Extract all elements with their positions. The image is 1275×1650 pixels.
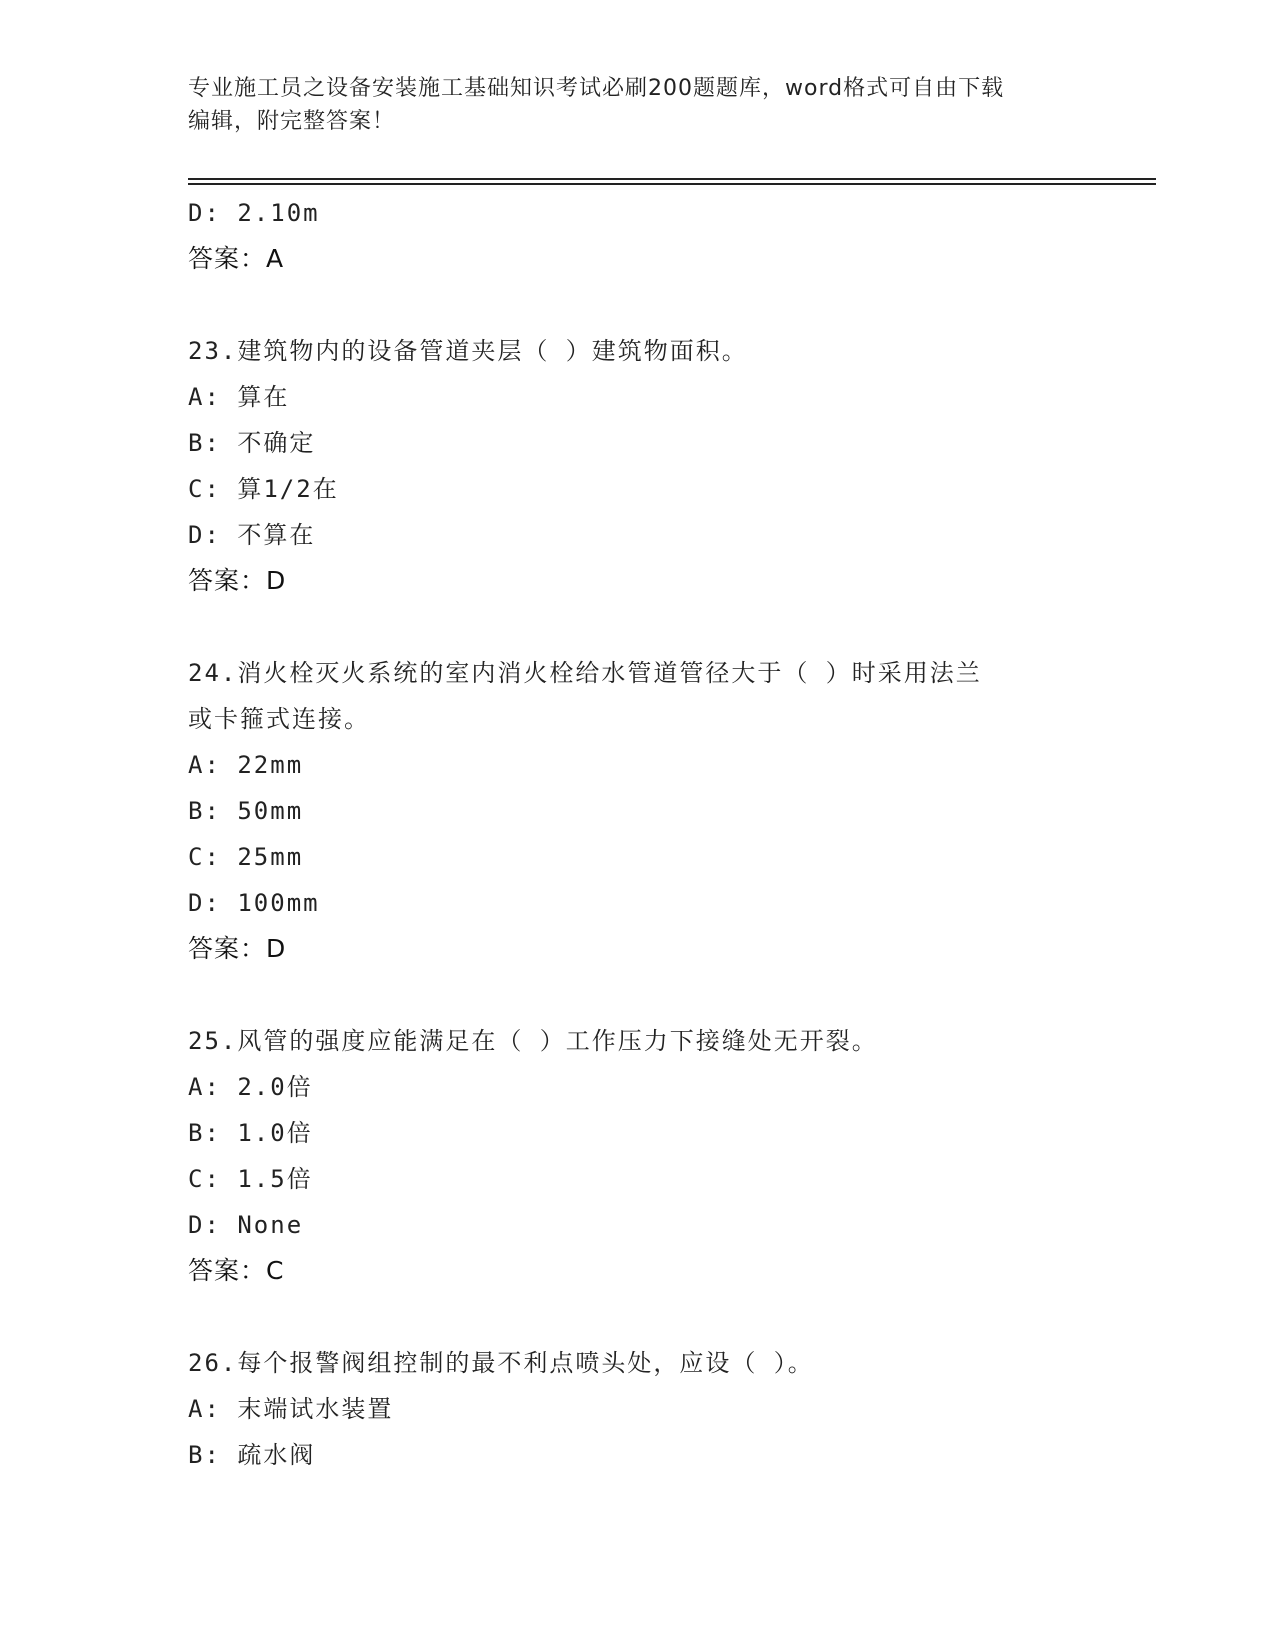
q24-answer: 答案：D xyxy=(188,934,287,963)
q23-option-b: B: 不确定 xyxy=(188,429,316,457)
q23-stem: 23.建筑物内的设备管道夹层（ ）建筑物面积。 xyxy=(188,337,748,365)
q25-option-c: C: 1.5倍 xyxy=(188,1165,313,1193)
q24-option-a: A: 22mm xyxy=(188,751,304,779)
header-title-line-1: 专业施工员之设备安装施工基础知识考试必刷200题题库，word格式可自由下载 xyxy=(188,76,1005,101)
q24-option-c: C: 25mm xyxy=(188,843,304,871)
q22-option-d: D: 2.10m xyxy=(188,199,320,227)
q26-option-a: A: 末端试水装置 xyxy=(188,1395,394,1423)
q25-stem: 25.风管的强度应能满足在（ ）工作压力下接缝处无开裂。 xyxy=(188,1027,878,1055)
q25-answer: 答案：C xyxy=(188,1256,285,1285)
page-header xyxy=(188,72,1088,138)
q23-option-a: A: 算在 xyxy=(188,383,290,411)
spacer xyxy=(188,282,1088,328)
spacer xyxy=(188,972,1088,1018)
q24-option-b: B: 50mm xyxy=(188,797,304,825)
q23-answer: 答案：D xyxy=(188,566,287,595)
q26-stem: 26.每个报警阀组控制的最不利点喷头处，应设（ ）。 xyxy=(188,1349,814,1377)
q23-option-c: C: 算1/2在 xyxy=(188,475,339,503)
q26-option-b: B: 疏水阀 xyxy=(188,1441,316,1469)
q25-option-a: A: 2.0倍 xyxy=(188,1073,313,1101)
spacer xyxy=(188,604,1088,650)
header-title-line-2: 编辑，附完整答案！ xyxy=(188,109,396,134)
q24-stem-line-1: 24.消火栓灭火系统的室内消火栓给水管道管径大于（ ）时采用法兰 xyxy=(188,659,982,687)
question-list xyxy=(188,190,1088,1478)
q23-option-d: D: 不算在 xyxy=(188,521,316,549)
q25-option-d: D: None xyxy=(188,1211,304,1239)
q25-option-b: B: 1.0倍 xyxy=(188,1119,313,1147)
q22-answer: 答案：A xyxy=(188,244,285,273)
header-divider-top xyxy=(188,178,1156,180)
spacer xyxy=(188,1294,1088,1340)
header-divider-bottom xyxy=(188,183,1156,185)
q24-stem-line-2: 或卡箍式连接。 xyxy=(188,705,370,733)
q24-option-d: D: 100mm xyxy=(188,889,320,917)
